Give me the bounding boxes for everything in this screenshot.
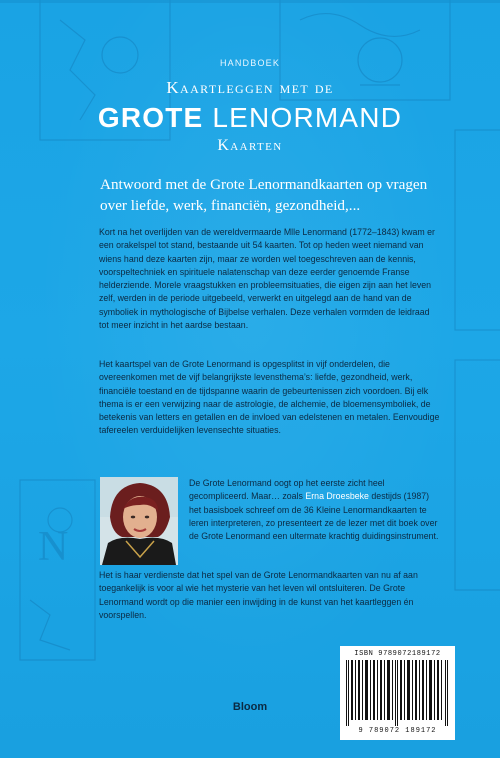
isbn-barcode: [340, 646, 455, 740]
paragraph-structure: Het kaartspel van de Grote Lenormand is opgesplitst in vijf onderdelen, die overeenkomen met de vijf belangrijkste levensthema’s: liefde, gezondheid, werk, financiële toestand en de tijdspanne waarin de gebeurtenissen zich voordoen. Bij elk thema is er een verwijzing naar de astrologie, de alchemie, de bloemensymboliek, de betekenis van letters en getallen en de invloed van edelstenen en metalen. Eenvoudige tafereelen verduidelijken levensechte situaties.: [99, 359, 440, 436]
title-light-word: LENORMAND: [212, 102, 403, 133]
title-line-3: Kaarten: [217, 137, 283, 154]
isbn-label: ISBN 9789072189172: [354, 650, 441, 658]
paragraph-history: Kort na het overlijden van de wereldvermaarde Mlle Lenormand (1772–1843) kwam er een orakelspel tot stand, bestaande uit 54 kaarten. Tot op heden weet niemand van wiens hand deze kaarten zijn, maar ze worden wel toegeschreven aan de kennis, voorspeltechniek en spirituele nalatenschap van deze eerder genoemde Franse helderziende. Morele vraagstukken en probleemsituaties, die eigen zijn aan het leven zelf, werden in de periode uitgebeeld, verwerkt en uitgelegd aan de hand van de symboliek in mythologische of Bijbelse verhalen. Deze verhalen vormden de leidraad tot meer inzicht in het aardse bestaan.: [99, 227, 435, 331]
paragraph-author: [189, 477, 441, 543]
svg-text:N: N: [38, 524, 69, 570]
author-photo: [100, 477, 178, 565]
paragraph-merit: Het is haar verdienste dat het spel van de Grote Lenormandkaarten van nu af aan toegankelijk is voor al wie het mysterie van het leven wil ontsluiteren. De Grote Lenormand wordt op die manier een inwijding in de kunst van het kaartleggen én voorspellen.: [99, 570, 418, 620]
title-line-2: [0, 102, 500, 134]
series-label: HANDBOEK: [219, 58, 281, 68]
barcode-bars: [346, 660, 449, 726]
p3-before: De Grote Lenormand oogt op het eerste zicht heel gecompliceerd. Maar… zoals: [189, 478, 385, 502]
author-name: Erna Droesbeke: [305, 491, 369, 502]
barcode-digits: 9 789072 189172: [358, 727, 437, 735]
p3-after: destijds (1987) het basisboek schreef om de 36 Kleine Lenormandkaarten te leren interpreteren, zo presenteert ze de lezer met dit boek over de Grote Lenormand een ultermate krachtig duidingsinstrument.: [189, 491, 439, 542]
title-line-1: Kaartleggen met de: [166, 78, 334, 97]
publisher-logo: Bloom: [232, 701, 268, 713]
title-bold-word: GROTE: [97, 102, 204, 133]
lead-text: Antwoord met de Grote Lenormandkaarten op vragen over liefde, werk, financiën, gezondheid,...: [100, 176, 428, 214]
